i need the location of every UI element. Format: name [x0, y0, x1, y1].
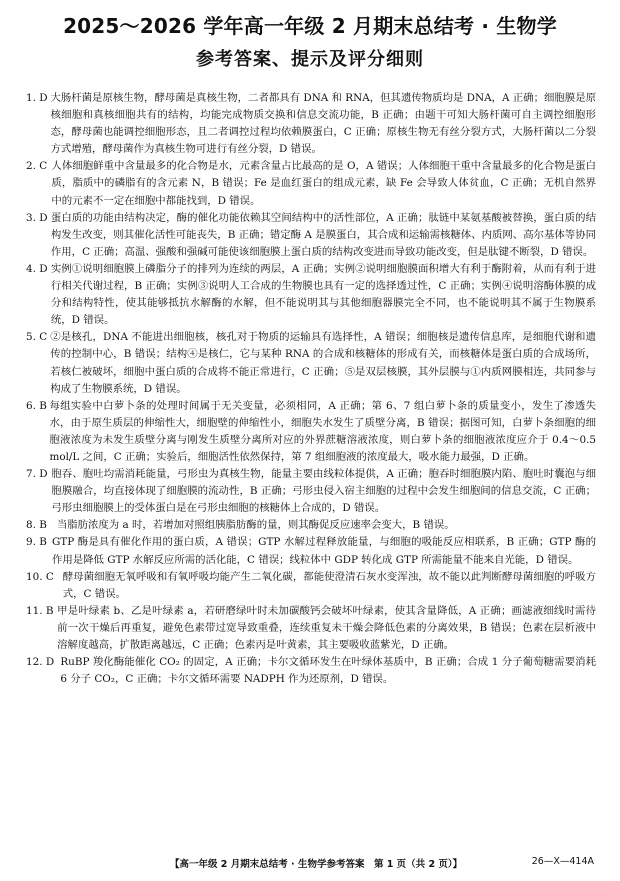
- answer-explanation: 蛋白质的功能由结构决定，酶的催化功能依赖其空间结构中的活性部位，A 正确；肽链中某氨基酸被替换，蛋白质的结构发生改变，则其催化活性可能丧失，B 正确；错定酶 A 是膜蛋白，其合成和运输需核糖体、内质网、高尔基体等协同作用，C 正确；高温、强酸和强碱可能使该细胞膜上蛋白质的结构改变进而导致功能改变，但是肽键不断裂，D 错误。: [50, 211, 596, 258]
- answer-explanation: 胞吞、胞吐均需消耗能量，弓形虫为真核生物，能量主要由线粒体提供，A 正确；胞吞时细胞膜内陷、胞吐时囊泡与细胞膜融合，均直接体现了细胞膜的流动性，B 正确；弓形虫侵入宿主细胞的过程中会发生细胞间的信息交流，C 正确；弓形虫细胞膜上的受体蛋白是在弓形虫细胞的核糖体上合成的，D 错误。: [51, 468, 596, 515]
- page-subtitle: 参考答案、提示及评分细则: [196, 49, 424, 70]
- answer-number: 4. D: [26, 262, 48, 275]
- answer-item: [26, 569, 596, 603]
- answer-number: 9. B: [26, 536, 47, 549]
- answer-number: 8. B: [26, 519, 47, 532]
- answer-item: [26, 466, 596, 517]
- answer-number: 2. C: [26, 160, 48, 173]
- answer-item: [26, 534, 596, 568]
- answer-explanation: 当脂肪浓度为 a 时，若增加对照组胰脂肪酶的量，则其酶促反应速率会变大，B 错误。: [56, 519, 455, 532]
- answer-explanation: RuBP 羧化酶能催化 CO₂ 的固定，A 正确；卡尔文循环发生在叶绿体基质中，B 正确；合成 1 分子葡萄糖需要消耗 6 分子 CO₂，C 正确；卡尔文循环需要 NADPH 作为还原剂，D 错误。: [60, 656, 596, 686]
- answer-number: 11. B: [26, 604, 54, 617]
- answer-item: [26, 603, 596, 654]
- answer-item: [26, 261, 596, 329]
- answer-number: 6. B: [26, 399, 47, 412]
- answer-number: 5. C: [26, 331, 48, 344]
- answer-number: 10. C: [26, 570, 54, 583]
- answer-number: 7. D: [26, 468, 48, 481]
- answer-number: 1. D: [26, 92, 48, 104]
- answer-explanation: 实例①说明细胞膜上磷脂分子的排列为连续的两层，A 正确；实例②说明细胞膜面积增大有利于酶附着，从而有利于进行相关代谢过程，B 正确；实例③说明人工合成的生物膜也具有一定的选择透过性，C 正确；实例④说明溶酶体膜的成分和结构特性，使其能够抵抗水解酶的水解，但不能说明其与其他细胞器膜完全不同，也不能说明其不属于生物膜系统，D 错误。: [50, 262, 596, 327]
- answer-explanation: 甲是叶绿素 b、乙是叶绿素 a，若研磨绿叶时未加碳酸钙会破坏叶绿素，使其含量降低，A 正确；画滤液细线时需待前一次干燥后再重复，避免色素带过宽导致重叠，连续重复未干燥会降低色素的分离效果，B 错误；色素在层析液中溶解度越高，扩散距离越远，C 正确；色素丙是叶黄素，其主要吸收蓝紫光，D 正确。: [57, 604, 596, 651]
- answer-explanation: 大肠杆菌是原核生物，酵母菌是真核生物，二者都具有 DNA 和 RNA，但其遗传物质均是 DNA，A 正确；细胞膜是原核细胞和真核细胞共有的结构，均能完成物质交换和信息交流功能，B 正确；由题干可知大肠杆菌可自主调控细胞形态，酵母菌也能调控细胞形态，且二者调控过程均依赖膜蛋白，C 正确；原核生物无有丝分裂方式，大肠杆菌以二分裂方式增殖，酵母菌作为真核生物可进行有丝分裂，D 错误。: [50, 92, 596, 156]
- page-footer: [0, 856, 620, 872]
- answer-item: [26, 654, 596, 688]
- answer-item: [26, 517, 596, 534]
- answer-item: [26, 398, 596, 466]
- answer-number: 12. D: [26, 656, 55, 669]
- answer-list: [26, 90, 596, 688]
- answer-explanation: ②是核孔，DNA 不能进出细胞核，核孔对于物质的运输具有选择性，A 错误；细胞核是遗传信息库，是细胞代谢和遗传的控制中心，B 错误；结构④是核仁，它与某种 RNA 的合成和核糖体的形成有关，而核糖体是蛋白质的合成场所，若核仁被破坏，细胞中蛋白质的合成将不能正常进行，C 正确；⑤是双层核膜，其外层膜与①内质网膜相连，共同参与构成了生物膜系统，D 错误。: [50, 331, 596, 395]
- footer-caption: 【高一年级 2 月期末总结考 · 生物学参考答案 第 1 页（共 2 页）】: [170, 859, 463, 870]
- answer-explanation: GTP 酶是具有催化作用的蛋白质，A 错误；GTP 水解过程释放能量，与细胞的吸能反应相联系，B 正确；GTP 酶的作用是降低 GTP 水解反应所需的活化能，C 错误；线粒体中 GDP 转化成 GTP 所需能量不能来自光能，D 错误。: [51, 536, 596, 566]
- answer-item: [26, 90, 596, 158]
- answer-explanation: 人体细胞鲜重中含量最多的化合物是水，元素含量占比最高的是 O，A 错误；人体细胞干重中含量最多的化合物是蛋白质，脂质中的磷脂有的含元素 N，B 错误；Fe 是血红蛋白的组成元素，缺 Fe 会导致人体贫血，C 正确；无机自然界中的元素不一定在细胞中都能找到，D 错误。: [51, 160, 596, 207]
- answer-item: [26, 210, 596, 261]
- answer-number: 3. D: [26, 211, 48, 224]
- answer-item: [26, 329, 596, 397]
- answer-item: [26, 158, 596, 209]
- answer-explanation: 每组实验中白萝卜条的处理时间属于无关变量，必须相同，A 正确；第 6、7 组白萝卜条的质量变小，发生了渗透失水，由于原生质层的伸缩性大，细胞壁的伸缩性小，细胞失水发生了质壁分离，B 错误；据图可知，白萝卜条细胞的细胞液浓度为未发生质壁分离与刚发生质壁分离所对应的外界蔗糖溶液浓度，则白萝卜条的细胞液浓度应介于 0.4～0.5 mol/L 之间，C 正确；实验后，细胞活性依然保持，第 7 组细胞液的浓度最大，吸水能力最强，D 正确。: [49, 399, 596, 463]
- page-title: 2025～2026 学年高一年级 2 月期末总结考 · 生物学: [63, 14, 557, 38]
- footer-code: 26—X—414A: [531, 856, 594, 867]
- answer-explanation: 酵母菌细胞无氧呼吸和有氧呼吸均能产生二氧化碳，都能使澄清石灰水变浑浊，故不能以此判断酵母菌细胞的呼吸方式，C 错误。: [62, 570, 596, 600]
